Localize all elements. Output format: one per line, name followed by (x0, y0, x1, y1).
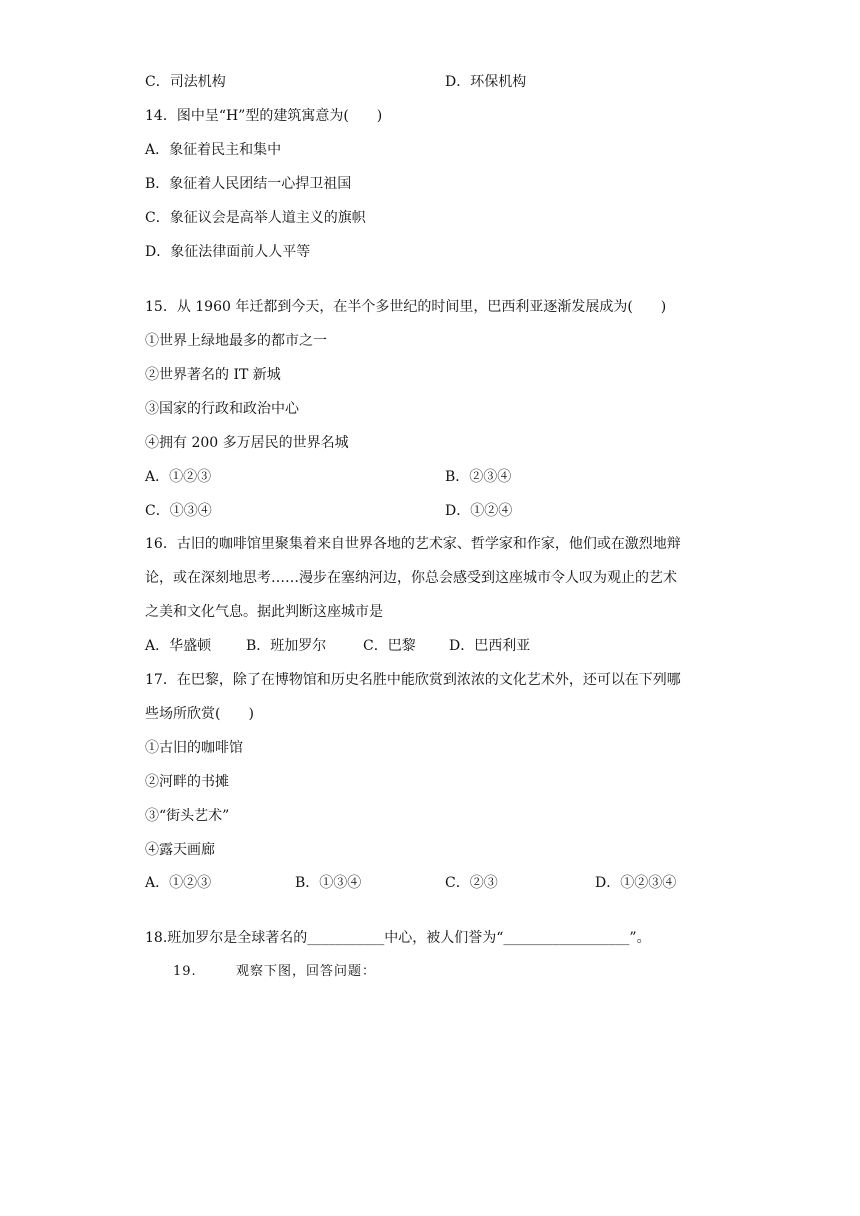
q17-item-4: ④露天画廊 (145, 842, 215, 858)
q15-option-d: D．①②④ (445, 503, 513, 519)
q13-option-d: D．环保机构 (445, 74, 527, 90)
q16-option-b: B．班加罗尔 (246, 638, 327, 654)
q18-fill-blank: 18.班加罗尔是全球著名的___________中心，被人们誉为“__________________”。 (145, 930, 651, 946)
q17-stem-line-2: 些场所欣赏( ) (145, 706, 254, 722)
q15-option-a: A．①②③ (145, 469, 212, 485)
q16-option-a: A．华盛顿 (145, 638, 212, 654)
q16-stem-line-1: 16．古旧的咖啡馆里聚集着来自世界各地的艺术家、哲学家和作家，他们或在激烈地辩 (145, 536, 681, 552)
q14-option-b: B．象征着人民团结一心捍卫祖国 (145, 176, 352, 192)
q16-option-d: D．巴西利亚 (449, 638, 531, 654)
q15-option-b: B．②③④ (445, 469, 512, 485)
q14-stem: 14．图中呈“H”型的建筑寓意为( ) (145, 108, 383, 124)
q15-item-1: ①世界上绿地最多的都市之一 (145, 333, 327, 349)
q14-option-a: A．象征着民主和集中 (145, 142, 282, 158)
q16-stem-line-3: 之美和文化气息。据此判断这座城市是 (145, 604, 383, 620)
q17-stem-line-1: 17．在巴黎，除了在博物馆和历史名胜中能欣赏到浓浓的文化艺术外，还可以在下列哪 (145, 672, 681, 688)
q17-option-b: B．①③④ (295, 875, 362, 891)
q15-stem: 15．从 1960 年迁都到今天，在半个多世纪的时间里，巴西利亚逐渐发展成为( ) (145, 299, 667, 315)
q19-number: 19. (173, 964, 197, 979)
q15-option-c: C．①③④ (145, 503, 212, 519)
q17-option-a: A．①②③ (145, 875, 212, 891)
q15-item-2: ②世界著名的 IT 新城 (145, 367, 281, 383)
q17-option-d: D．①②③④ (595, 875, 677, 891)
q17-item-1: ①古旧的咖啡馆 (145, 740, 243, 756)
q19-prompt: 观察下图，回答问题： (236, 964, 377, 979)
q17-option-c: C．②③ (445, 875, 498, 891)
q15-item-4: ④拥有 200 多万居民的世界名城 (145, 435, 349, 451)
q15-item-3: ③国家的行政和政治中心 (145, 401, 299, 417)
q17-item-2: ②河畔的书摊 (145, 774, 229, 790)
q16-option-c: C．巴黎 (363, 638, 416, 654)
q16-stem-line-2: 论，或在深刻地思考……漫步在塞纳河边，你总会感受到这座城市令人叹为观止的艺术 (145, 570, 677, 586)
q17-item-3: ③“街头艺术” (145, 808, 230, 824)
q14-option-d: D．象征法律面前人人平等 (145, 244, 311, 260)
q14-option-c: C．象征议会是高举人道主义的旗帜 (145, 210, 366, 226)
q13-option-c: C．司法机构 (145, 74, 226, 90)
